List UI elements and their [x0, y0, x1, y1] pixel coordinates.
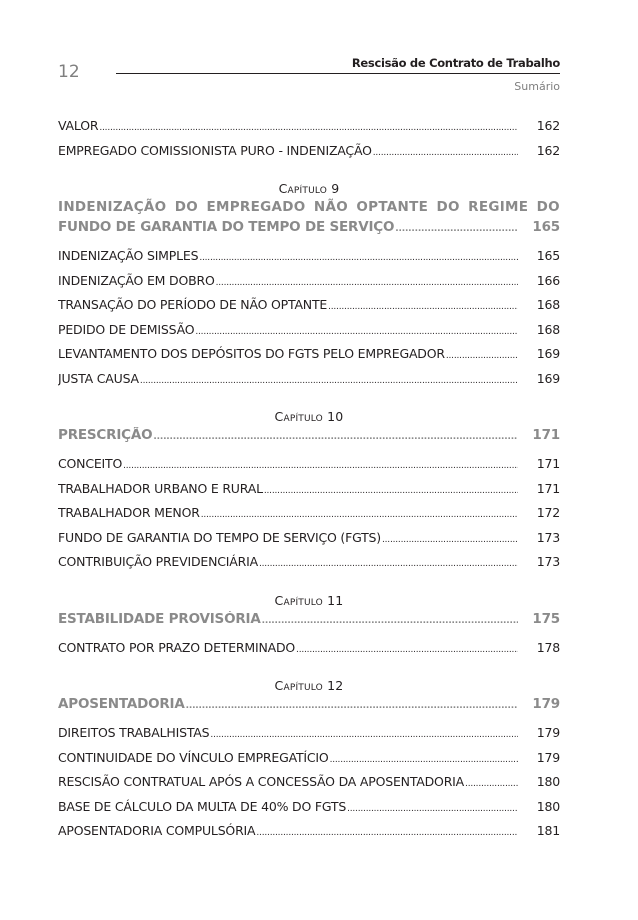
toc-entry-page: 173 [536, 529, 560, 545]
toc-entry-label-wrap [58, 143, 518, 158]
header-rule [116, 73, 560, 74]
toc-entry[interactable] [58, 640, 560, 665]
chapter-title[interactable] [58, 696, 560, 716]
toc-entry-label-wrap [58, 273, 518, 288]
dot-leader [382, 535, 518, 545]
toc-entry[interactable] [58, 143, 560, 168]
chapter-title-word: REGIME [468, 199, 529, 215]
chapter-title-page: 165 [532, 219, 560, 235]
toc-entry-label-wrap [58, 640, 518, 655]
dot-leader [347, 804, 518, 814]
toc-entry[interactable] [58, 505, 560, 530]
toc-entry-page: 165 [536, 248, 560, 263]
toc-entry-page: 169 [536, 370, 560, 386]
dot-leader [153, 432, 518, 442]
toc-entry[interactable] [58, 750, 560, 775]
toc-entry-page: 171 [536, 456, 560, 471]
toc-entry-label-wrap [58, 248, 518, 263]
toc-entry[interactable] [58, 456, 560, 481]
toc-entry[interactable] [58, 322, 560, 347]
toc-entry-page: 178 [536, 639, 560, 655]
chapter-label: Capítulo 11 [274, 592, 344, 608]
toc-entry-label: APOSENTADORIA COMPULSÓRIA [58, 823, 256, 838]
toc-entry-page: 179 [536, 725, 560, 740]
chapter-title-row [58, 696, 560, 716]
toc-entry-label: BASE DE CÁLCULO DA MULTA DE 40% DO FGTS [58, 798, 347, 814]
toc-entry-label: PEDIDO DE DEMISSÃO [58, 321, 195, 337]
toc-entry-label-wrap [58, 774, 518, 789]
chapter-title-line-1 [58, 199, 560, 219]
dot-leader [395, 224, 518, 234]
chapter-title-word: INDENIZAÇÃO [58, 199, 167, 215]
chapter-title-word: DO [174, 199, 199, 215]
toc-entry-page: 162 [536, 118, 560, 133]
toc-entry-page: 171 [536, 480, 560, 496]
chapter-title-text: APOSENTADORIA [58, 696, 185, 712]
chapter-title[interactable] [58, 611, 560, 631]
toc-entry-label-wrap [58, 554, 518, 569]
toc-entry[interactable] [58, 248, 560, 273]
chapter-title-text: FUNDO DE GARANTIA DO TEMPO DE SERVIÇO [58, 219, 395, 235]
dot-leader [216, 278, 518, 288]
toc-entry-label-wrap [58, 346, 518, 361]
intro-entries [58, 118, 560, 167]
toc-entry[interactable] [58, 118, 560, 143]
book-title: Rescisão de Contrato de Trabalho [351, 56, 560, 70]
dot-leader [259, 559, 518, 569]
dot-leader [465, 779, 518, 789]
chapter-title-row [58, 427, 560, 447]
dot-leader [195, 327, 518, 337]
toc-entry-label: INDENIZAÇÃO EM DOBRO [58, 272, 215, 288]
dot-leader [373, 148, 518, 158]
toc-entry-label-wrap [58, 799, 518, 814]
toc-entry-label: EMPREGADO COMISSIONISTA PURO - INDENIZAÇÃO [58, 142, 372, 158]
toc-entry[interactable] [58, 823, 560, 848]
dot-leader [446, 351, 518, 361]
toc-entry-label: LEVANTAMENTO DOS DEPÓSITOS DO FGTS PELO EMPREGADOR [58, 346, 445, 361]
toc-entry-label: INDENIZAÇÃO SIMPLES [58, 248, 199, 263]
dot-leader [262, 616, 518, 626]
toc-entry-page: 169 [536, 346, 560, 361]
toc-entry-label: CONTRIBUIÇÃO PREVIDENCIÁRIA [58, 554, 258, 569]
chapter-title-page: 179 [532, 696, 560, 712]
toc-entry[interactable] [58, 481, 560, 506]
toc-entry-label-wrap [58, 371, 518, 386]
toc-entry-page: 181 [536, 823, 560, 838]
dot-leader [199, 253, 518, 263]
toc-entry-page: 166 [536, 272, 560, 288]
toc-entry-label: CONTINUIDADE DO VÍNCULO EMPREGATÍCIO [58, 749, 329, 765]
dot-leader [296, 645, 518, 655]
toc-entry-page: 168 [536, 297, 560, 312]
toc-entry[interactable] [58, 371, 560, 396]
toc-entry-label-wrap [58, 530, 518, 545]
toc-entry-page: 180 [536, 774, 560, 789]
chapter-title-label-wrap [58, 219, 518, 235]
dot-leader [123, 461, 518, 471]
dot-leader [201, 510, 518, 520]
table-of-contents [58, 118, 560, 848]
toc-entry-label-wrap [58, 118, 518, 133]
page-number: 12 [58, 62, 80, 82]
toc-entry[interactable] [58, 273, 560, 298]
toc-entry-label-wrap [58, 750, 518, 765]
toc-entry-label-wrap [58, 297, 518, 312]
toc-entry-label-wrap [58, 322, 518, 337]
toc-entry-label-wrap [58, 725, 518, 740]
dot-leader [99, 123, 518, 133]
dot-leader [256, 828, 518, 838]
chapter-title-row [58, 611, 560, 631]
section-label: Sumário [514, 80, 560, 93]
dot-leader [140, 376, 518, 386]
toc-entry[interactable] [58, 530, 560, 555]
toc-entry-label: CONTRATO POR PRAZO DETERMINADO [58, 639, 296, 655]
toc-entry[interactable] [58, 774, 560, 799]
toc-entry-label: JUSTA CAUSA [58, 370, 139, 386]
toc-entry-label: FUNDO DE GARANTIA DO TEMPO DE SERVIÇO (FGTS) [58, 529, 381, 545]
toc-entry-page: 162 [536, 142, 560, 158]
toc-entry-label: TRABALHADOR MENOR [58, 505, 200, 520]
chapter-title-label-wrap [58, 696, 518, 712]
chapter-title-word: DO [536, 199, 560, 215]
chapter-title[interactable] [58, 199, 560, 239]
toc-entry-page: 179 [536, 749, 560, 765]
chapter-title-line-2 [58, 219, 560, 239]
chapter-title[interactable] [58, 427, 560, 447]
toc-entry-label: TRABALHADOR URBANO E RURAL [58, 480, 263, 496]
toc-entry-page: 173 [536, 554, 560, 569]
toc-entry-label: TRANSAÇÃO DO PERÍODO DE NÃO OPTANTE [58, 297, 328, 312]
toc-entry-page: 180 [536, 798, 560, 814]
toc-entry-label: RESCISÃO CONTRATUAL APÓS A CONCESSÃO DA APOSENTADORIA [58, 774, 465, 789]
toc-entry-page: 168 [536, 321, 560, 337]
toc-entry-label-wrap [58, 481, 518, 496]
chapter-title-label-wrap [58, 611, 518, 627]
chapters [58, 181, 560, 848]
chapter-title-word: EMPREGADO [206, 199, 306, 215]
toc-entry-label: CONCEITO [58, 456, 123, 471]
chapter-label: Capítulo 10 [274, 409, 344, 424]
toc-entry-label-wrap [58, 505, 518, 520]
toc-entry[interactable] [58, 725, 560, 750]
toc-entry[interactable] [58, 554, 560, 579]
chapter-title-page: 171 [532, 427, 560, 443]
dot-leader [328, 302, 518, 312]
chapter-title-text: PRESCRIÇÃO [58, 427, 153, 443]
chapter-label: Capítulo 12 [274, 678, 344, 693]
dot-leader [210, 730, 518, 740]
chapter-title-page: 175 [532, 610, 560, 627]
toc-entry-label-wrap [58, 823, 518, 838]
dot-leader [264, 486, 518, 496]
toc-entry-label-wrap [58, 456, 518, 471]
chapter-title-word: NÃO [313, 199, 348, 215]
chapter-title-word: OPTANTE [356, 199, 429, 215]
toc-entry[interactable] [58, 346, 560, 371]
toc-entry[interactable] [58, 799, 560, 824]
chapter-label: Capítulo 9 [278, 181, 340, 196]
chapter-title-word: DO [436, 199, 460, 215]
dot-leader [186, 701, 518, 711]
chapter-title-text: ESTABILIDADE PROVISÓRIA [58, 610, 261, 627]
toc-entry-page: 172 [536, 505, 560, 520]
toc-entry-label: DIREITOS TRABALHISTAS [58, 725, 210, 740]
toc-entry[interactable] [58, 297, 560, 322]
dot-leader [330, 755, 518, 765]
chapter-title-label-wrap [58, 427, 518, 443]
toc-entry-label: VALOR [58, 118, 99, 133]
